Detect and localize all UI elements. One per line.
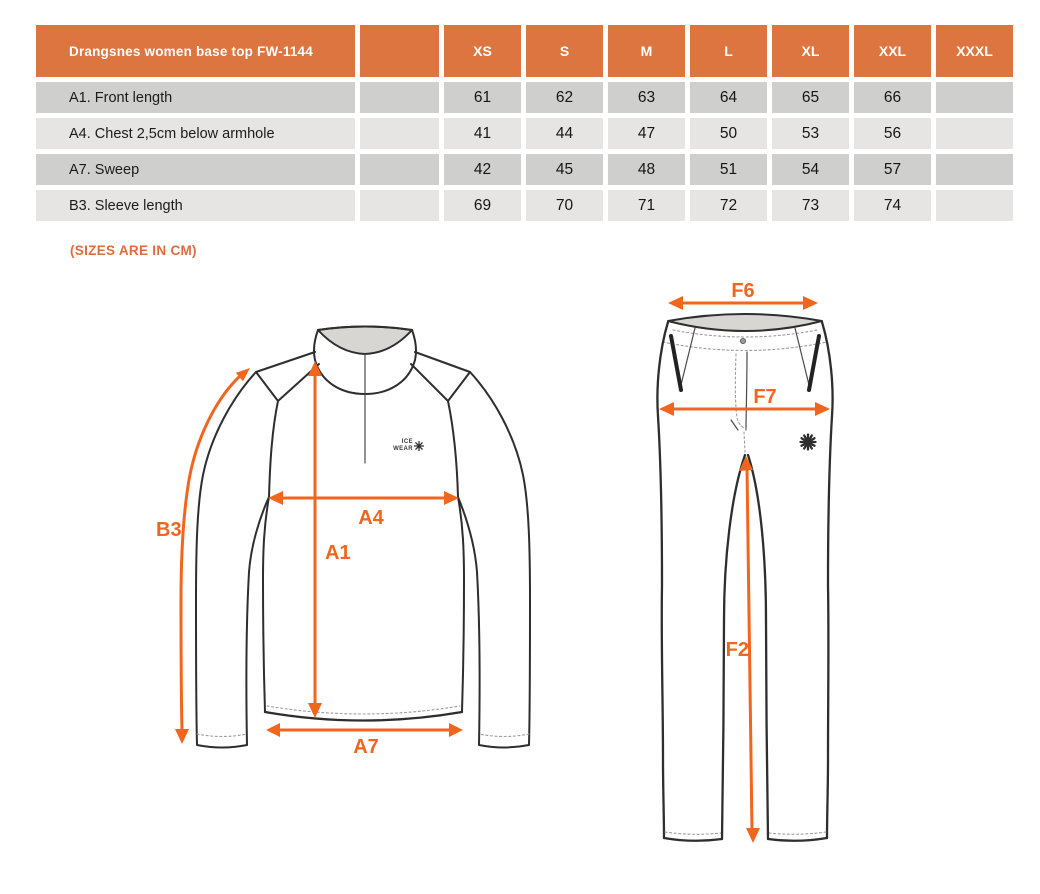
table-header-spacer: [360, 25, 439, 77]
hem-line: [265, 712, 462, 721]
value-cell: 57: [854, 154, 931, 185]
label-a1: A1: [325, 542, 351, 564]
value-cell: 47: [608, 118, 685, 149]
row-label-sweep: A7. Sweep: [36, 154, 355, 185]
arrowhead-f7-right: [815, 402, 830, 416]
label-f7: F7: [753, 386, 777, 408]
hem-stitching: [267, 706, 460, 714]
label-a4: A4: [358, 507, 384, 529]
right-shoulder-yoke: [411, 352, 470, 401]
left-pocket-opening: [680, 328, 695, 389]
arrowhead-f7-left: [659, 402, 674, 416]
value-cell: 62: [526, 82, 603, 113]
value-cell: 51: [690, 154, 767, 185]
right-hem: [768, 838, 827, 841]
right-sleeve: [458, 372, 530, 748]
value-cell: [936, 118, 1013, 149]
value-cell: [936, 154, 1013, 185]
left-hem-stitching: [665, 832, 721, 834]
logo-text-wear: WEAR: [393, 446, 413, 452]
value-cell: 74: [854, 190, 931, 221]
pants-diagram: [620, 278, 1040, 863]
value-cell: 41: [444, 118, 521, 149]
left-sleeve: [196, 372, 269, 748]
value-cell: [936, 190, 1013, 221]
arrowhead-a7-left: [266, 723, 280, 737]
row-label-front-length: A1. Front length: [36, 82, 355, 113]
waistband-stitching: [663, 342, 827, 351]
value-cell: 65: [772, 82, 849, 113]
arrowhead-f6-left: [668, 296, 683, 310]
right-hem-stitching: [769, 832, 826, 834]
label-a7: A7: [353, 736, 379, 758]
left-cuff-stitching: [197, 734, 247, 737]
arrowhead-a4-right: [444, 491, 459, 505]
arrowhead-a1-bottom: [308, 703, 322, 718]
size-header-s: S: [526, 25, 603, 77]
size-header-xxl: XXL: [854, 25, 931, 77]
table-title: Drangsnes women base top FW-1144: [36, 25, 355, 77]
raglan-seams: [269, 401, 458, 497]
base-top-diagram: [150, 300, 570, 780]
value-cell: 69: [444, 190, 521, 221]
size-header-l: L: [690, 25, 767, 77]
left-pocket-trim: [671, 336, 681, 390]
value-cell: [936, 82, 1013, 113]
size-table: [36, 25, 1013, 221]
icewear-logo: [393, 439, 423, 452]
row-label-chest: A4. Chest 2,5cm below armhole: [36, 118, 355, 149]
pants-drawing: [657, 314, 832, 841]
right-pocket-opening: [795, 328, 810, 389]
right-outer-seam: [822, 322, 833, 838]
value-cell: 73: [772, 190, 849, 221]
row-label-sleeve-length: B3. Sleeve length: [36, 190, 355, 221]
label-f6: F6: [731, 280, 755, 302]
row-spacer: [360, 82, 439, 113]
value-cell: 64: [690, 82, 767, 113]
value-cell: 63: [608, 82, 685, 113]
logo-snowflake-icon: [415, 442, 424, 451]
value-cell: 72: [690, 190, 767, 221]
size-header-xxxl: XXXL: [936, 25, 1013, 77]
arrowhead-a1-top: [308, 361, 322, 376]
arrow-b3: [181, 377, 239, 730]
value-cell: 54: [772, 154, 849, 185]
waist-button: [740, 338, 745, 343]
arrowhead-a4-left: [268, 491, 283, 505]
arrowhead-f6-right: [803, 296, 818, 310]
size-header-m: M: [608, 25, 685, 77]
sizes-in-cm-note: (SIZES ARE IN CM): [70, 243, 197, 258]
value-cell: 45: [526, 154, 603, 185]
size-header-xs: XS: [444, 25, 521, 77]
arrowhead-b3-bottom: [175, 729, 189, 744]
left-shoulder-yoke: [256, 352, 319, 401]
value-cell: 66: [854, 82, 931, 113]
waist-opening: [668, 314, 822, 331]
value-cell: 70: [526, 190, 603, 221]
left-outer-seam: [657, 322, 668, 838]
collar-inner: [318, 327, 412, 355]
arrowhead-a7-right: [449, 723, 463, 737]
fly-stitching: [735, 354, 746, 452]
hip-snowflake-icon: [801, 435, 816, 450]
logo-text-ice: ICE: [401, 439, 413, 445]
value-cell: 56: [854, 118, 931, 149]
right-cuff-stitching: [479, 734, 529, 737]
label-b3: B3: [156, 519, 182, 541]
body-sides: [263, 497, 464, 712]
base-top-measurements: [156, 361, 463, 758]
value-cell: 42: [444, 154, 521, 185]
fly-hook: [731, 420, 738, 430]
label-f2: F2: [725, 639, 749, 661]
value-cell: 48: [608, 154, 685, 185]
row-spacer: [360, 118, 439, 149]
base-top-drawing: [196, 327, 530, 748]
left-hem: [664, 838, 722, 841]
value-cell: 61: [444, 82, 521, 113]
value-cell: 71: [608, 190, 685, 221]
row-spacer: [360, 154, 439, 185]
value-cell: 44: [526, 118, 603, 149]
size-header-xl: XL: [772, 25, 849, 77]
arrowhead-f2-bottom: [746, 828, 760, 843]
value-cell: 50: [690, 118, 767, 149]
front-rise-seam: [746, 352, 747, 430]
row-spacer: [360, 190, 439, 221]
value-cell: 53: [772, 118, 849, 149]
